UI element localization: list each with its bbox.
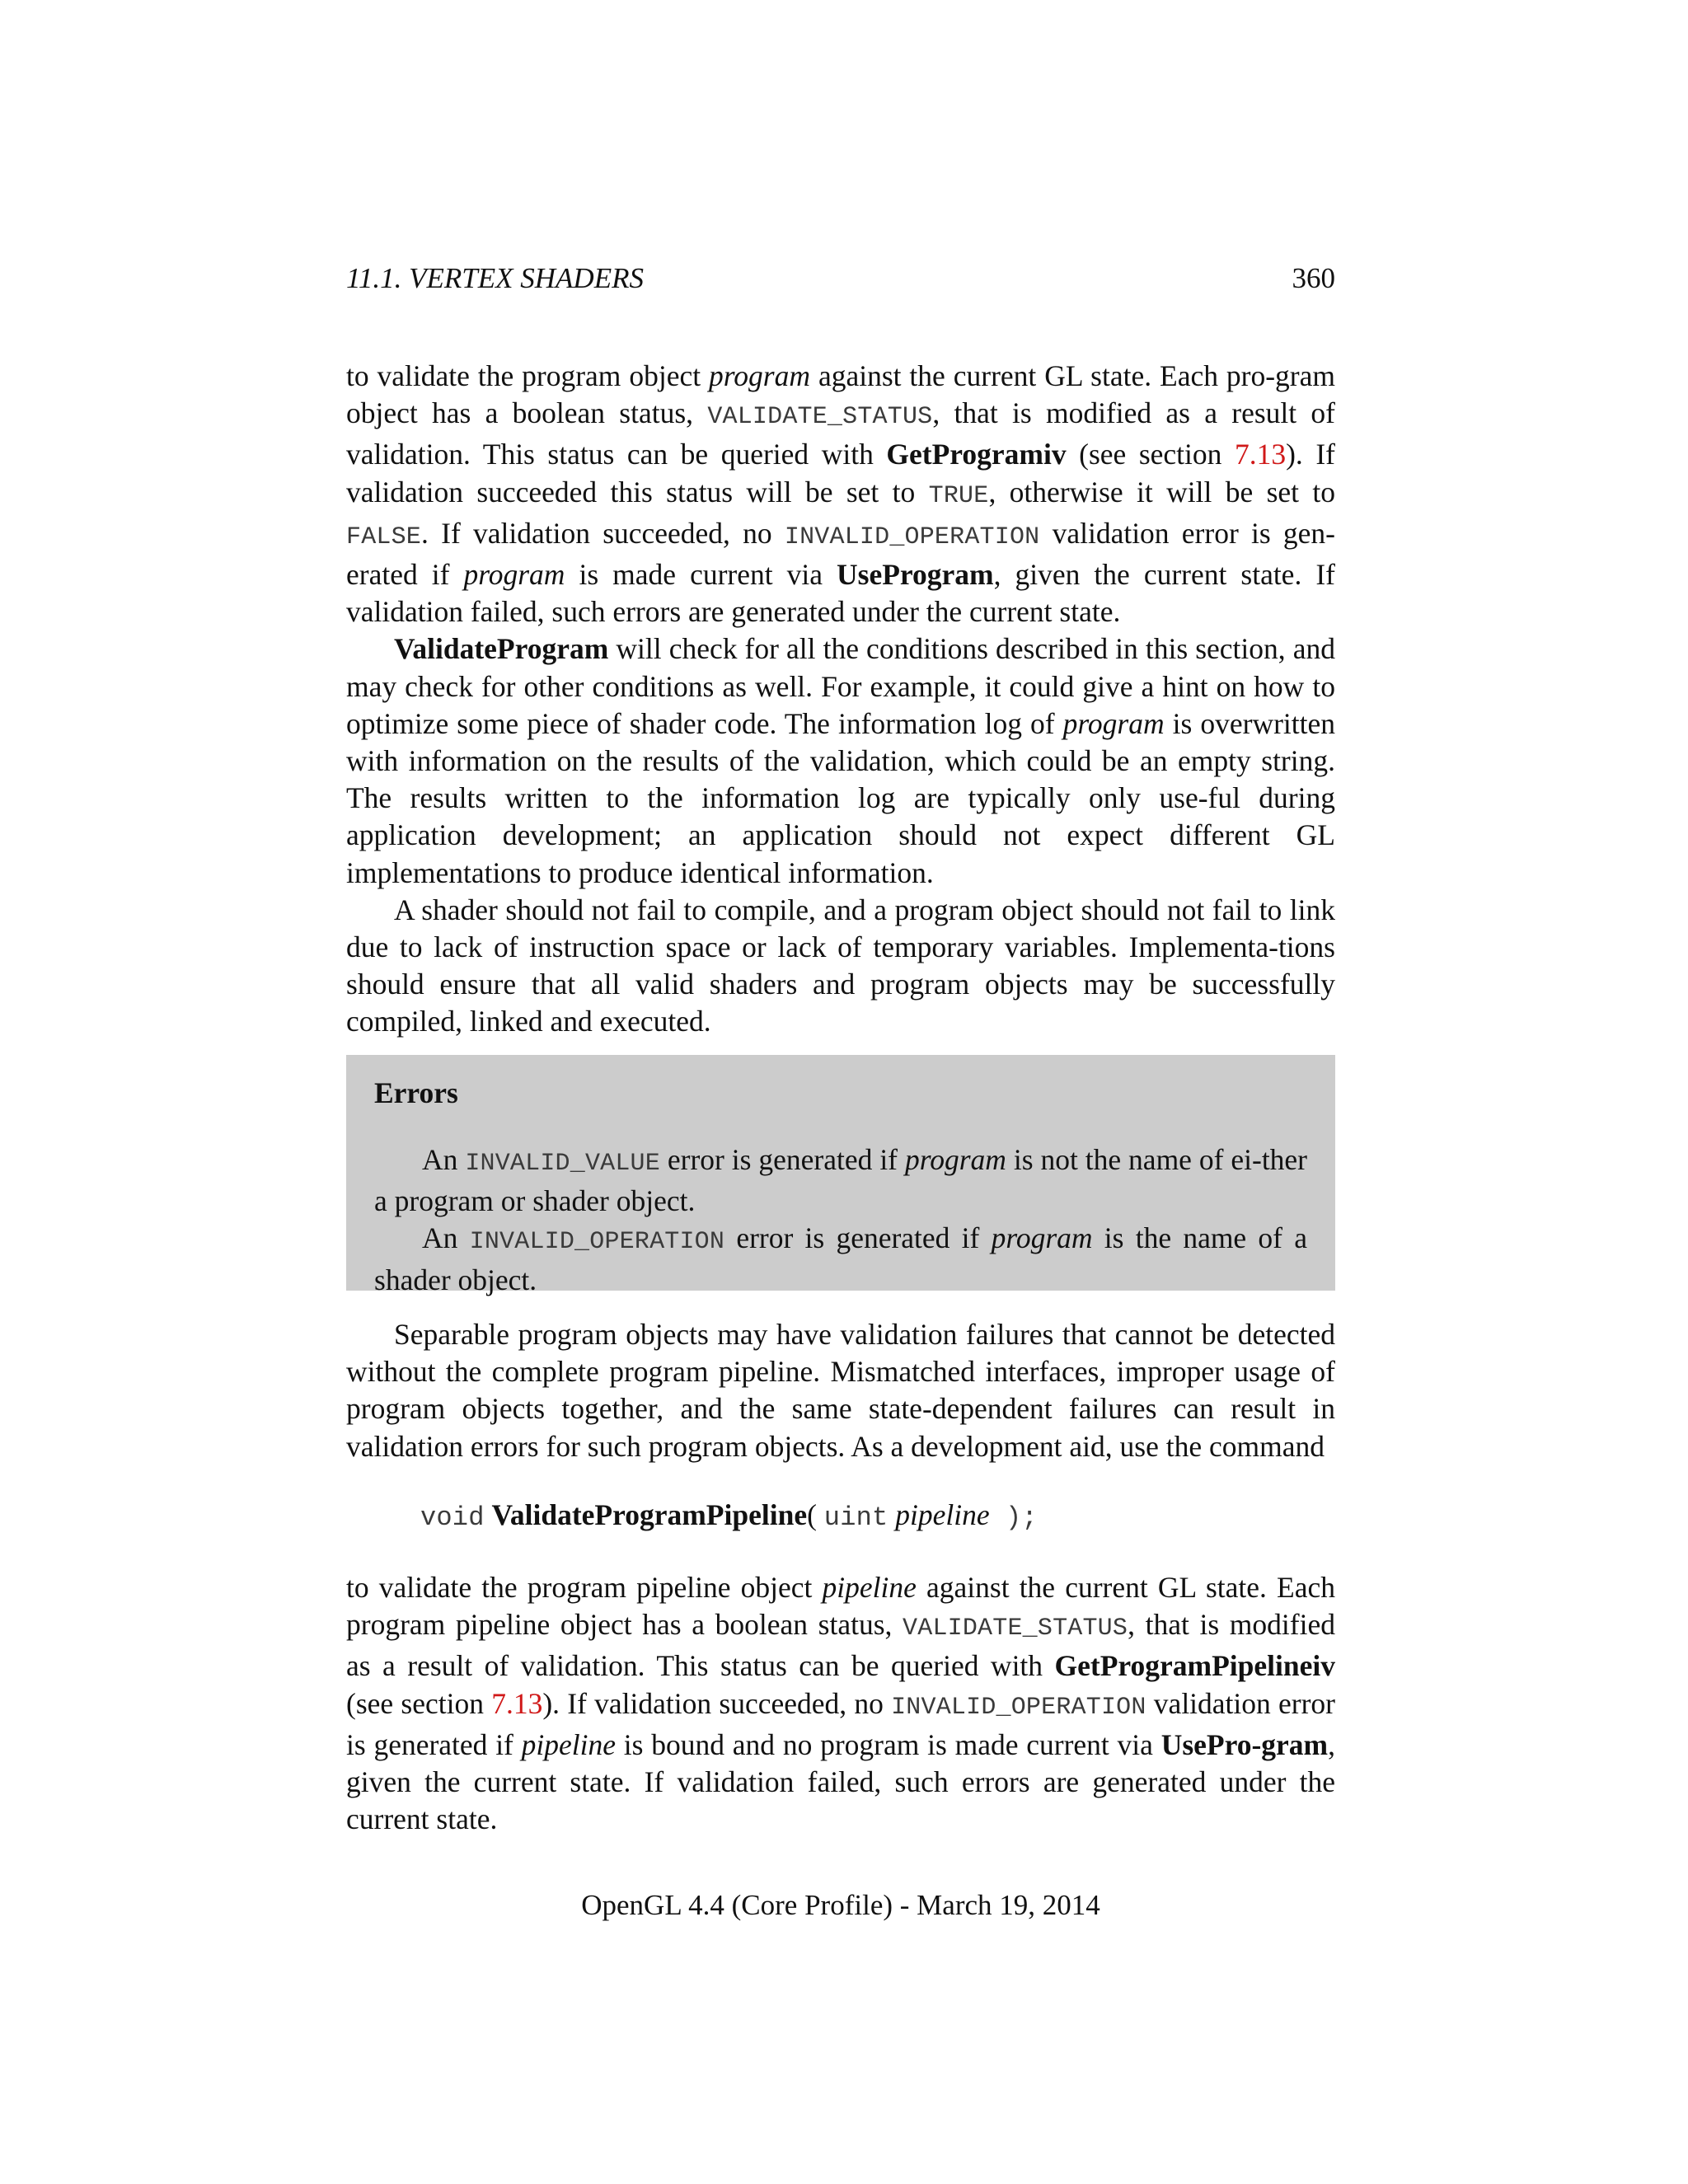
constant-validate-status: VALIDATE_STATUS xyxy=(903,1615,1128,1643)
function-name: ValidateProgram xyxy=(394,632,609,666)
page-number: 360 xyxy=(1292,262,1335,294)
error-item: An INVALID_OPERATION error is generated if program is the name of a shader object. xyxy=(374,1221,1307,1296)
function-prototype: void ValidateProgramPipeline( uint pipeline ); xyxy=(420,1498,1038,1533)
section-title: 11.1. VERTEX SHADERS xyxy=(346,262,644,294)
body-section-2 xyxy=(346,1316,1335,1465)
function-name: GetProgramPipelineiv xyxy=(1054,1649,1335,1683)
document-page xyxy=(346,0,1335,2184)
constant-invalid-operation: INVALID_OPERATION xyxy=(784,523,1040,551)
return-type: void xyxy=(420,1502,485,1533)
running-header xyxy=(346,260,1335,297)
error-item: An INVALID_VALUE error is generated if program is not the name of ei-ther a program or shader object. xyxy=(374,1143,1308,1218)
paragraph-shader-compile: A shader should not fail to compile, and a program object should not fail to link due to lack of instruction space or lack of temporary variables. Implementa-tions should ensure that all valid shaders and program objects may be successfully compiled, linked and executed. xyxy=(346,893,1335,1038)
constant-invalid-operation: INVALID_OPERATION xyxy=(891,1693,1146,1722)
body-section-3 xyxy=(346,1569,1335,1838)
param-type: uint xyxy=(823,1502,889,1533)
function-name: UseProgram xyxy=(837,558,994,592)
constant-invalid-value: INVALID_VALUE xyxy=(465,1150,660,1178)
paragraph-validate-program-status: to validate the program object program against the current GL state. Each pro-gram object has a boolean status, VALIDATE_STATUS, that is modified as a result of validation. This status can be queried with GetProgramiv (see section 7.13). If validation succeeded this status will be set to TRUE, otherwise it will be set to FALSE. If validation succeeded, no INVALID_OPERATION validation error is gen-erated if program is made current via UseProgram, given the current state. If validation failed, such errors are generated under the current state. xyxy=(346,359,1335,629)
constant-false: FALSE xyxy=(346,523,422,551)
prototype-function-name: ValidateProgramPipeline xyxy=(491,1498,808,1531)
errors-box xyxy=(346,1055,1335,1296)
errors-heading: Errors xyxy=(374,1076,458,1109)
paragraph-validate-pipeline: to validate the program pipeline object pipeline against the current GL state. Each program pipeline object has a boolean status, VALIDATE_STATUS, that is modified as a result of validation. This status can be queried with GetProgramPipelineiv (see section 7.13). If validation succeeded, no INVALID_OPERATION validation error is generated if pipeline is bound and no program is made current via UsePro-gram, given the current state. If validation failed, such errors are generated under the current state. xyxy=(346,1571,1336,1836)
param-name: pipeline xyxy=(895,1498,990,1531)
paragraph-separable-programs: Separable program objects may have validation failures that cannot be detected without the complete program pipeline. Mismatched interfaces, improper usage of program objects together, and the same state-dependent failures can result in validation errors for such program objects. As a development aid, use the command xyxy=(346,1318,1335,1463)
function-name: UsePro-gram xyxy=(1160,1727,1329,1761)
body-section-1 xyxy=(346,358,1335,1041)
page-footer: OpenGL 4.4 (Core Profile) - March 19, 2014 xyxy=(581,1889,1100,1921)
section-link[interactable]: 7.13 xyxy=(1234,438,1287,471)
constant-validate-status: VALIDATE_STATUS xyxy=(707,403,933,432)
constant-true: TRUE xyxy=(928,481,989,510)
function-name: GetProgramiv xyxy=(886,438,1067,471)
paragraph-validate-program-checks: ValidateProgram will check for all the conditions described in this section, and may check for other conditions as well. For example, it could give a hint on how to optimize some piece of shader code. The information log of program is overwritten with information on the results of the validation, which could be an empty string. The results written to the information log are typically only use-ful during application development; an application should not expect different GL implementations to produce identical information. xyxy=(346,632,1336,889)
section-link[interactable]: 7.13 xyxy=(491,1686,543,1720)
constant-invalid-operation: INVALID_OPERATION xyxy=(469,1228,725,1257)
errors-list xyxy=(374,1141,1307,1299)
